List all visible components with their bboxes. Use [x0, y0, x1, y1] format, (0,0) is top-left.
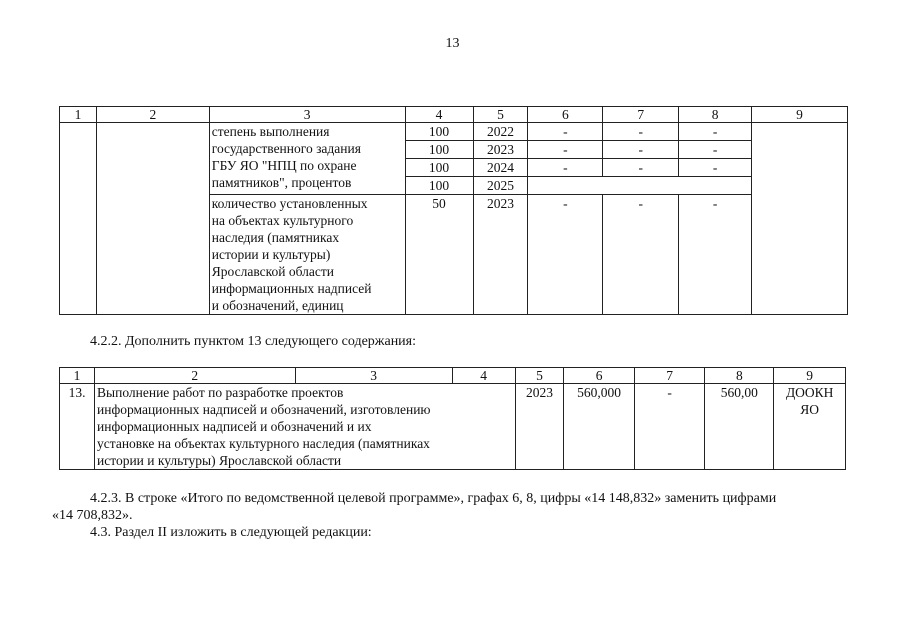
empty-cell — [96, 123, 209, 315]
header-cell: 8 — [705, 368, 774, 384]
table-header-row — [60, 368, 846, 384]
indicator-name-cell — [209, 195, 405, 315]
header-cell: 1 — [60, 368, 95, 384]
header-cell: 2 — [96, 107, 209, 123]
year-cell: 2023 — [473, 141, 528, 159]
header-cell: 6 — [564, 368, 634, 384]
header-cell: 4 — [405, 107, 473, 123]
paragraph-4-2-2: 4.2.2. Дополнить пунктом 13 следующего содержания: — [90, 334, 417, 349]
item-13-table — [59, 367, 846, 470]
header-cell: 4 — [452, 368, 515, 384]
empty-cell — [752, 123, 848, 315]
indicator-name-cell — [209, 123, 405, 195]
header-cell: 5 — [515, 368, 564, 384]
year-cell: 2022 — [473, 123, 528, 141]
indicator-line: Ярославской области — [211, 264, 334, 279]
indicator-line: государственного задания — [211, 141, 361, 156]
paragraph-line: 4.2.3. В строке «Итого по ведомственной целевой программе», графах 6, 8, цифры «14 148,832» заменить цифрами — [90, 491, 777, 506]
table-row — [60, 123, 848, 141]
description-line: Выполнение работ по разработке проектов — [97, 385, 344, 400]
value-cell: - — [528, 141, 603, 159]
value-cell: 50 — [405, 195, 473, 315]
year-cell: 2024 — [473, 159, 528, 177]
header-cell: 6 — [528, 107, 603, 123]
empty-cell — [528, 177, 752, 195]
value-cell: - — [679, 159, 752, 177]
header-cell: 9 — [752, 107, 848, 123]
indicator-line: степень выполнения — [211, 124, 330, 139]
value-cell: 560,000 — [564, 384, 634, 470]
paragraph-4-3: 4.3. Раздел II изложить в следующей редакции: — [90, 525, 372, 540]
header-cell: 5 — [473, 107, 528, 123]
header-cell: 3 — [295, 368, 452, 384]
table-row — [60, 384, 846, 470]
year-cell: 2023 — [473, 195, 528, 315]
item-description-cell — [95, 384, 516, 470]
value-cell: - — [679, 141, 752, 159]
value-cell: 100 — [405, 123, 473, 141]
value-cell: - — [528, 159, 603, 177]
value-cell: - — [528, 195, 603, 315]
header-cell: 3 — [209, 107, 405, 123]
value-cell: - — [634, 384, 705, 470]
item-number-cell: 13. — [60, 384, 95, 470]
paragraph-4-2-3 — [52, 490, 844, 524]
header-cell: 2 — [95, 368, 296, 384]
header-cell: 1 — [60, 107, 97, 123]
value-cell: - — [528, 123, 603, 141]
paragraph-line: «14 708,832». — [52, 508, 133, 523]
executor-cell: ДООКН ЯО — [774, 384, 846, 470]
page-number: 13 — [445, 36, 460, 51]
indicator-line: количество установленных — [211, 196, 368, 211]
indicator-line: и обозначений, единиц — [211, 298, 344, 313]
empty-cell — [60, 123, 97, 315]
indicator-line: истории и культуры) — [211, 247, 331, 262]
value-cell: - — [679, 195, 752, 315]
indicator-line: ГБУ ЯО "НПЦ по охране — [211, 158, 357, 173]
description-line: информационных надписей и обозначений, изготовлению — [97, 402, 431, 417]
value-cell: - — [603, 159, 679, 177]
value-cell: - — [603, 123, 679, 141]
value-cell: 100 — [405, 159, 473, 177]
value-cell: - — [603, 195, 679, 315]
header-cell: 9 — [774, 368, 846, 384]
table-header-row — [60, 107, 848, 123]
value-cell: 100 — [405, 141, 473, 159]
year-cell: 2023 — [515, 384, 564, 470]
value-cell: 560,00 — [705, 384, 774, 470]
value-cell: - — [603, 141, 679, 159]
value-cell: - — [679, 123, 752, 141]
description-line: информационных надписей и обозначений и их — [97, 419, 372, 434]
header-cell: 7 — [634, 368, 705, 384]
description-line: истории и культуры) Ярославской области — [97, 453, 342, 468]
value-cell: 100 — [405, 177, 473, 195]
header-cell: 7 — [603, 107, 679, 123]
indicator-line: памятников", процентов — [211, 175, 352, 190]
indicators-table — [59, 106, 848, 315]
year-cell: 2025 — [473, 177, 528, 195]
header-cell: 8 — [679, 107, 752, 123]
indicator-line: информационных надписей — [211, 281, 372, 296]
indicator-line: наследия (памятниках — [211, 230, 340, 245]
indicator-line: на объектах культурного — [211, 213, 354, 228]
description-line: установке на объектах культурного наследия (памятниках — [97, 436, 430, 451]
